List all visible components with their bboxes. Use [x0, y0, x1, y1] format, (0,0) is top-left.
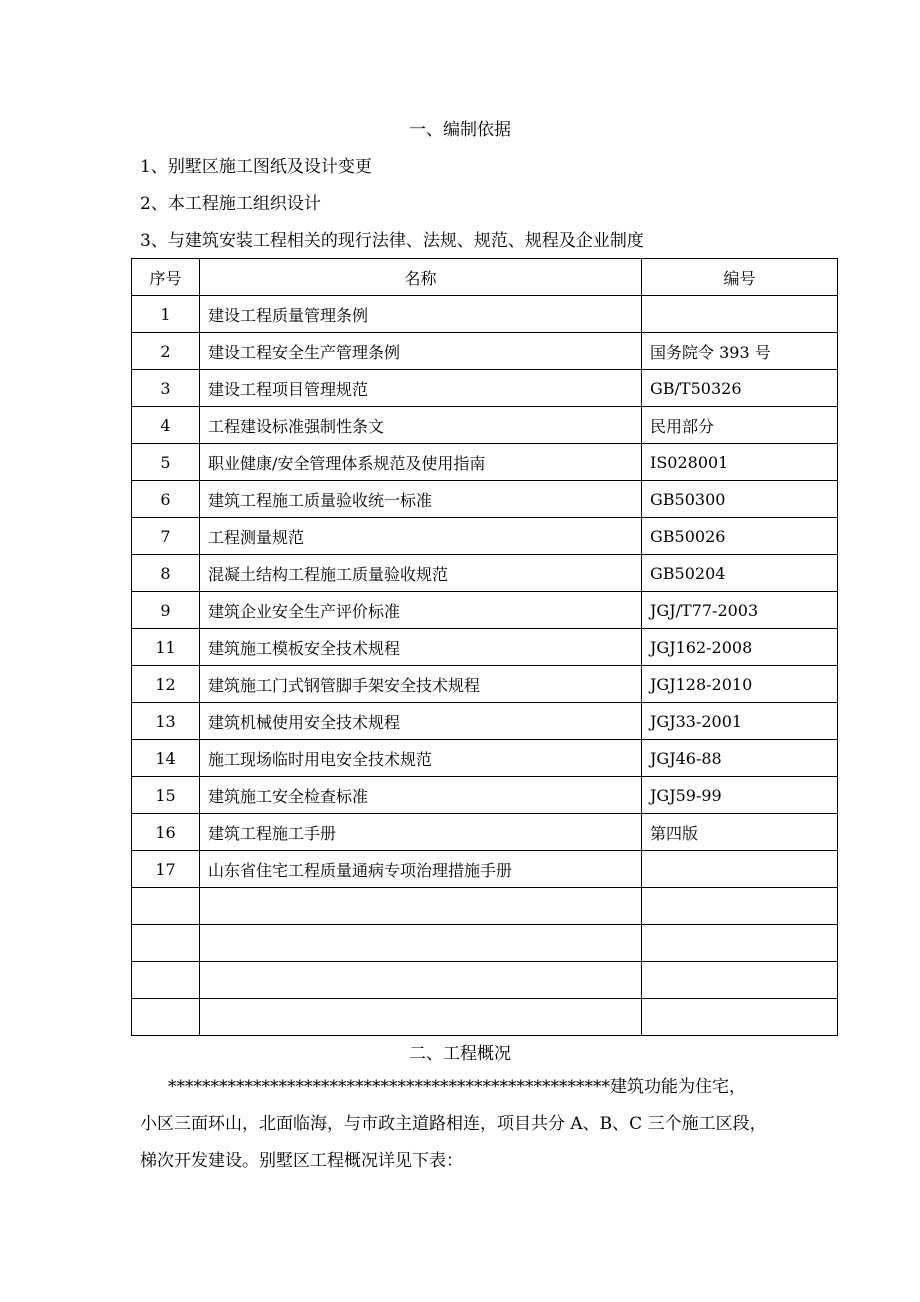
cell-name: 建筑机械使用安全技术规程	[200, 703, 642, 740]
table-row	[132, 592, 838, 629]
cell-code: JGJ128-2010	[642, 666, 838, 703]
cell-code: JGJ46-88	[642, 740, 838, 777]
cell-serial-number: 13	[132, 703, 200, 740]
cell-serial-number: 16	[132, 814, 200, 851]
cell-code	[642, 999, 838, 1036]
cell-serial-number	[132, 962, 200, 999]
cell-serial-number: 6	[132, 481, 200, 518]
table-row	[132, 740, 838, 777]
cell-serial-number: 9	[132, 592, 200, 629]
cell-serial-number: 7	[132, 518, 200, 555]
cell-code: GB50204	[642, 555, 838, 592]
table-row	[132, 444, 838, 481]
cell-name	[200, 888, 642, 925]
basis-item-2: 2、本工程施工组织设计	[140, 194, 321, 214]
cell-code: 第四版	[642, 814, 838, 851]
table-row	[132, 370, 838, 407]
overview-paragraph-line-3: 梯次开发建设。别墅区工程概况详见下表：	[140, 1151, 463, 1171]
overview-paragraph-line-2: 小区三面环山，北面临海，与市政主道路相连，项目共分 A、B、C 三个施工区段，	[140, 1114, 767, 1134]
table-row	[132, 888, 838, 925]
cell-code: GB50300	[642, 481, 838, 518]
table-row	[132, 555, 838, 592]
cell-serial-number: 15	[132, 777, 200, 814]
regulations-table	[131, 258, 838, 1036]
table-row	[132, 518, 838, 555]
cell-code	[642, 888, 838, 925]
cell-code: 民用部分	[642, 407, 838, 444]
table-row	[132, 962, 838, 999]
section-title-basis: 一、编制依据	[409, 120, 511, 140]
header-code: 编号	[642, 259, 838, 296]
cell-code	[642, 962, 838, 999]
table-row	[132, 925, 838, 962]
cell-serial-number: 1	[132, 296, 200, 333]
cell-code	[642, 296, 838, 333]
cell-serial-number: 8	[132, 555, 200, 592]
table-row	[132, 407, 838, 444]
cell-serial-number: 3	[132, 370, 200, 407]
overview-paragraph-line-1: ****************************************************建筑功能为住宅，	[168, 1077, 746, 1097]
cell-name: 职业健康/安全管理体系规范及使用指南	[200, 444, 642, 481]
basis-item-1: 1、别墅区施工图纸及设计变更	[140, 157, 372, 177]
cell-serial-number	[132, 999, 200, 1036]
table-row	[132, 296, 838, 333]
cell-code: JGJ33-2001	[642, 703, 838, 740]
table-row	[132, 666, 838, 703]
cell-code: 国务院令 393 号	[642, 333, 838, 370]
cell-name: 建筑施工安全检查标准	[200, 777, 642, 814]
cell-code: IS028001	[642, 444, 838, 481]
cell-code: GB/T50326	[642, 370, 838, 407]
cell-name: 混凝土结构工程施工质量验收规范	[200, 555, 642, 592]
cell-serial-number: 2	[132, 333, 200, 370]
cell-name: 施工现场临时用电安全技术规范	[200, 740, 642, 777]
section-title-overview: 二、工程概况	[409, 1044, 511, 1064]
cell-serial-number: 14	[132, 740, 200, 777]
cell-serial-number	[132, 888, 200, 925]
table-row	[132, 481, 838, 518]
basis-item-3: 3、与建筑安装工程相关的现行法律、法规、规范、规程及企业制度	[140, 231, 644, 251]
table-row	[132, 777, 838, 814]
table-row	[132, 703, 838, 740]
cell-name: 建筑施工门式钢管脚手架安全技术规程	[200, 666, 642, 703]
cell-serial-number: 4	[132, 407, 200, 444]
cell-code: JGJ/T77-2003	[642, 592, 838, 629]
cell-name: 山东省住宅工程质量通病专项治理措施手册	[200, 851, 642, 888]
table-header-row	[132, 259, 838, 296]
cell-serial-number: 12	[132, 666, 200, 703]
cell-name	[200, 925, 642, 962]
cell-name: 建筑工程施工手册	[200, 814, 642, 851]
header-serial-number: 序号	[132, 259, 200, 296]
cell-name: 工程建设标准强制性条文	[200, 407, 642, 444]
cell-code	[642, 925, 838, 962]
cell-serial-number	[132, 925, 200, 962]
cell-name: 工程测量规范	[200, 518, 642, 555]
header-name: 名称	[200, 259, 642, 296]
table-row	[132, 851, 838, 888]
cell-code: JGJ59-99	[642, 777, 838, 814]
cell-name: 建设工程项目管理规范	[200, 370, 642, 407]
cell-name: 建设工程质量管理条例	[200, 296, 642, 333]
table-row	[132, 629, 838, 666]
table-row	[132, 814, 838, 851]
cell-name: 建设工程安全生产管理条例	[200, 333, 642, 370]
cell-name: 建筑工程施工质量验收统一标准	[200, 481, 642, 518]
cell-code: JGJ162-2008	[642, 629, 838, 666]
cell-serial-number: 5	[132, 444, 200, 481]
table-row	[132, 999, 838, 1036]
cell-code: GB50026	[642, 518, 838, 555]
table-row	[132, 333, 838, 370]
cell-serial-number: 17	[132, 851, 200, 888]
cell-name	[200, 962, 642, 999]
cell-name: 建筑施工模板安全技术规程	[200, 629, 642, 666]
cell-name: 建筑企业安全生产评价标准	[200, 592, 642, 629]
cell-name	[200, 999, 642, 1036]
cell-serial-number: 11	[132, 629, 200, 666]
cell-code	[642, 851, 838, 888]
